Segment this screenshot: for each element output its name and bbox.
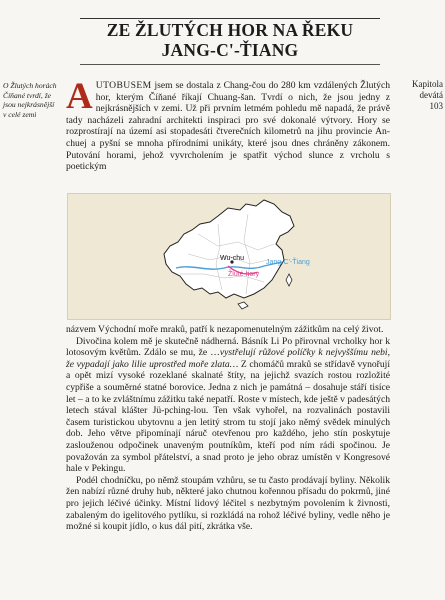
poem-quote: vystřelují růžové políčky k nejvyššímu nebi, že vypadají jako lilie uprostřed moře zlata… bbox=[66, 347, 390, 370]
chapter-label: Kapitola devátá bbox=[412, 79, 443, 100]
body-text-bottom bbox=[66, 324, 390, 533]
chapter-title-line2: JANG-C'-ŤIANG bbox=[161, 40, 299, 60]
chapter-title-line1: ZE ŽLUTÝCH HOR NA ŘEKU bbox=[106, 20, 354, 40]
paragraph-2-text-a: Divočina kolem mě je skutečně nádherná. Básník Li Po přirovnal vrcholky hor k lotosovým květům. Zdálo se mu, že … bbox=[66, 335, 390, 359]
paragraph-3: Podél chodníčku, po němž stoupám vzhůru, se tu často prodávají byliny. Několik žen nabízí různé druhy hub, některé jako chutnou kořennou přísadu do pokrmů, jiné pro jejich léčivé účinky. Místní lidový léčitel s nezbytným povolením k živnosti, zabaleným do igelitového pytlíku, si rozkládá na rohož léčivé byliny, vedle něho je možné si koupit jídlo, o kus dál pití, zkrátka vše. bbox=[66, 474, 390, 533]
chapter-title bbox=[80, 20, 380, 60]
map-figure bbox=[67, 193, 391, 320]
paragraph-2 bbox=[66, 336, 390, 475]
paragraph-1-continued: názvem Východní moře mraků, patří k nezapomenutelným zážitkům na celý život. bbox=[66, 324, 384, 335]
map-label-river: Jang-C'-Ťiang bbox=[266, 259, 310, 266]
margin-note-left: O Žlutých horách Číňané tvrdí, že jsou nejkrásnější v celé zemi bbox=[3, 81, 57, 119]
paragraph-1-text: jsem se dostala z Chang-čou do 280 km vzdálených Žlutých hor, kterým Číňané říkají Chuang-šan. Tvrdí o nich, že jsou jedny z nejkrásnějších v zemi. Už při prvním letmém pohledu mě napadá, že právě tady nacházeli zahradní architekti inspiraci pro své dokonalé výtvory. Hory se rozprostírají na území asi stopadesáti čtverečních kilometrů na jihu provincie An-chuej a pyšní se mnoha přírodními unikáty, které jsou dnes chráněny zákonem. Putování horami, jehož vyvrcholením je spatřit východ slunce z vrcholu s poetickým bbox=[66, 80, 390, 173]
title-rule-bottom bbox=[80, 64, 380, 65]
paragraph-lead: UTOBUSEM bbox=[95, 80, 152, 91]
map-label-mountains: Žluté hory bbox=[228, 271, 260, 278]
title-rule-top bbox=[80, 18, 380, 19]
taiwan-island bbox=[286, 274, 292, 286]
paragraph-1 bbox=[66, 76, 390, 173]
margin-note-right bbox=[393, 79, 443, 112]
china-map bbox=[68, 194, 390, 319]
drop-cap: A bbox=[66, 76, 93, 117]
hainan-island bbox=[238, 302, 248, 309]
map-label-city: Wu-chu bbox=[220, 255, 244, 262]
page-number: 103 bbox=[429, 101, 443, 111]
china-outline bbox=[164, 200, 294, 298]
body-text-top bbox=[66, 76, 390, 173]
paragraph-2-text-b: Z chomáčů mraků se střídavě vynořují a opět mizí vysoké rozeklané skalnaté štíty, na jejichž svazích rostou rozložité cypřiše a souměrné statné borovice. Jedna z nich je památná – dosahuje stáří tisíce let – a to ke zvláštnímu zážitku také nepatří. Roste v místech, kde ještě v padesátých letech stával klášter Jü-pching-lou. Ten však vyhořel, na rozvalinách postavili časem turistickou ubytovnu a jen letitý strom tu stojí jako němý svědek minulých dob. Jeho větve připomínají náruč otevřenou pro každého, jeho stín poskytuje zaslouženou odpočinek unaveným poutníkům, kteří pod ním rádi spočinou. Je považován za symbol přátelství, a snad proto je jeho obraz umístěn v Kongresové hale v Pekingu. bbox=[66, 358, 391, 475]
